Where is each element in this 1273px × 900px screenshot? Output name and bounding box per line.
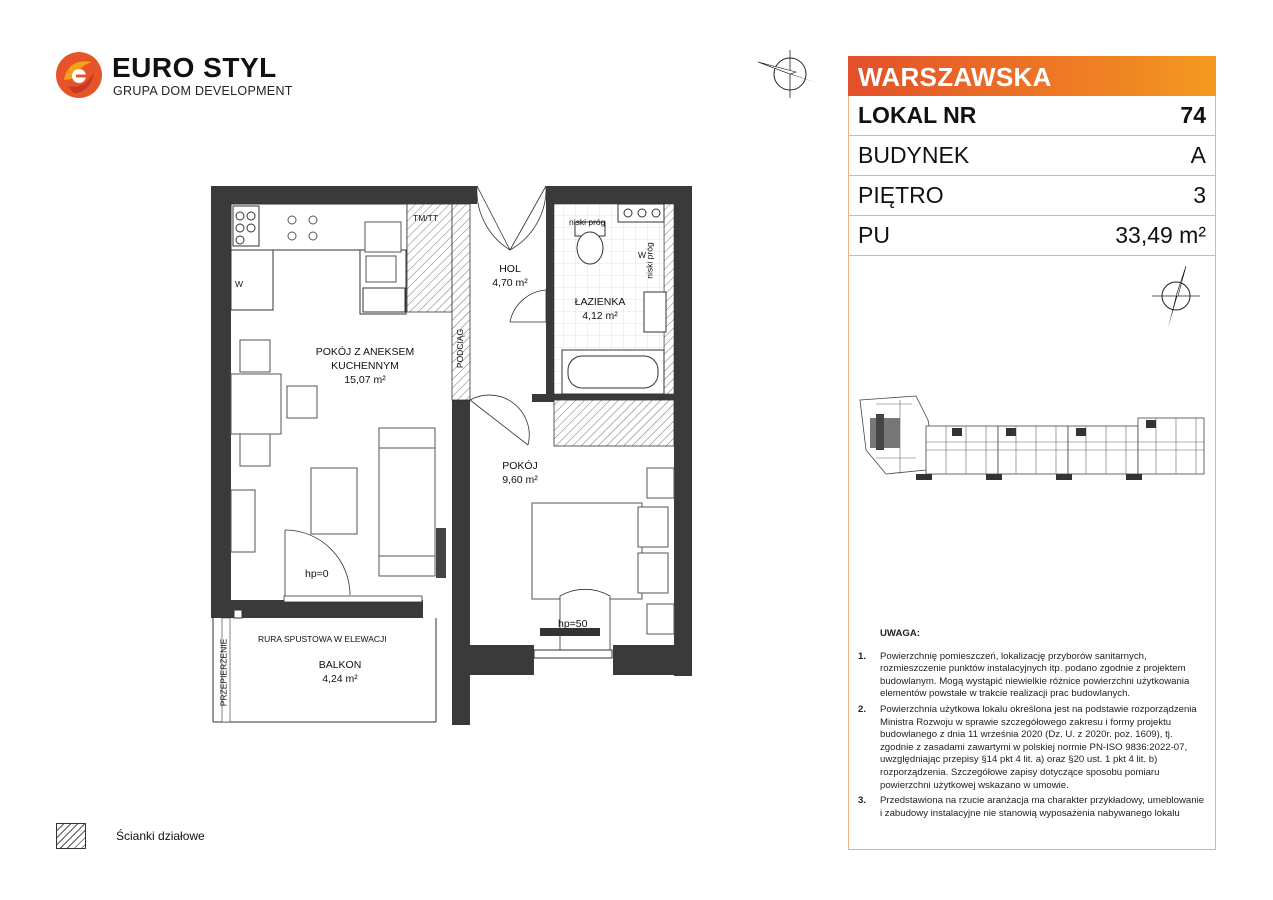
floor-plan bbox=[205, 168, 705, 733]
brand-name: EURO STYL bbox=[112, 52, 277, 83]
note-text: Przedstawiona na rzucie aranżacja ma charakter przykładowy, umeblowanie i zabudowy instalacyjne nie stanowią wyposażenia nabywanego lokalu bbox=[880, 795, 1205, 819]
room-hall-name: HOL bbox=[499, 263, 521, 275]
brand-subtitle: GRUPA DOM DEVELOPMENT bbox=[113, 84, 293, 98]
note-number: 2. bbox=[858, 703, 867, 715]
info-row-pu bbox=[848, 216, 1216, 256]
info-value: A bbox=[1190, 142, 1206, 168]
note-text: Powierzchnię pomieszczeń, lokalizację przyborów sanitarnych, rozmieszczenie punktów instalacyjnych itp. podano zgodnie z projektem budowlanym. Mogą wystąpić niewielkie różnice powierzchni użytkowania elementów powstałe w trakcie realizacji prac budowlanych. bbox=[880, 650, 1190, 700]
label-w1: W bbox=[235, 279, 244, 289]
notes-section bbox=[858, 628, 1208, 823]
room-bedroom-area: 9,60 m² bbox=[502, 474, 538, 486]
label-partition: PRZEPIERZENIE bbox=[218, 638, 229, 707]
info-row-budynek bbox=[848, 136, 1216, 176]
room-bedroom-name: POKÓJ bbox=[502, 460, 538, 472]
notes-title: UWAGA: bbox=[880, 628, 920, 639]
note-item bbox=[858, 651, 1208, 701]
label-low-threshold: niski próg bbox=[569, 217, 606, 227]
room-living-area: 15,07 m² bbox=[344, 374, 386, 386]
info-row-lokal bbox=[848, 96, 1216, 136]
label-podciag: PODCIĄG bbox=[455, 328, 466, 369]
info-label: BUDYNEK bbox=[858, 142, 970, 168]
info-label: PU bbox=[858, 222, 890, 248]
info-value: 33,49 m² bbox=[1115, 222, 1206, 248]
brand-logo-icon bbox=[54, 50, 104, 100]
note-number: 1. bbox=[858, 650, 867, 662]
compass-small-icon bbox=[1148, 266, 1204, 328]
note-item bbox=[858, 795, 1208, 820]
info-value: 74 bbox=[1180, 102, 1206, 128]
label-downpipe: RURA SPUSTOWA W ELEWACJI bbox=[258, 634, 387, 644]
info-label: PIĘTRO bbox=[858, 182, 944, 208]
label-w2: W bbox=[638, 250, 647, 260]
room-bathroom-name: ŁAZIENKA bbox=[574, 296, 626, 308]
legend-hatch-swatch bbox=[56, 823, 86, 849]
note-text: Powierzchnia użytkowa lokalu określona jest na podstawie rozporządzenia Ministra Rozwoju w sprawie szczegółowego zakresu i formy projektu budowlanego z dnia 11 września 2020 (Dz. U. z 2020r. poz. 1609), tj. zgodnie z zasadami zawartymi w polskiej normie PN-ISO 9836:2022-07, uwzględniając przepisy §14 pkt 4 lit. a) oraz §20 ust. 1 pkt 4 lit. b) rozporządzenia. Szczegółowe zapisy dotyczące sposobu pomiaru powierzchni użytkowej wskazano w umowie. bbox=[880, 703, 1197, 791]
note-item bbox=[858, 704, 1208, 792]
note-number: 3. bbox=[858, 795, 867, 807]
room-living-name1: POKÓJ Z ANEKSEM bbox=[315, 346, 415, 358]
legend-label: Ścianki działowe bbox=[116, 829, 205, 843]
label-hp0: hp=0 bbox=[305, 568, 329, 580]
label-hp50: hp=50 bbox=[558, 618, 588, 630]
room-bathroom-area: 4,12 m² bbox=[582, 310, 618, 322]
panel-title: WARSZAWSKA bbox=[858, 62, 1052, 92]
info-value: 3 bbox=[1193, 182, 1206, 208]
room-balcony-name: BALKON bbox=[318, 659, 362, 671]
label-low-threshold-2: niski próg bbox=[644, 242, 655, 279]
room-hall-area: 4,70 m² bbox=[492, 277, 528, 289]
building-keyplan bbox=[856, 390, 1208, 494]
info-label: LOKAL NR bbox=[858, 102, 977, 128]
label-tm-tt: TM/TT bbox=[413, 213, 439, 223]
info-row-pietro bbox=[848, 176, 1216, 216]
room-living-name2: KUCHENNYM bbox=[331, 360, 399, 372]
room-balcony-area: 4,24 m² bbox=[322, 673, 358, 685]
compass-icon bbox=[756, 48, 818, 100]
